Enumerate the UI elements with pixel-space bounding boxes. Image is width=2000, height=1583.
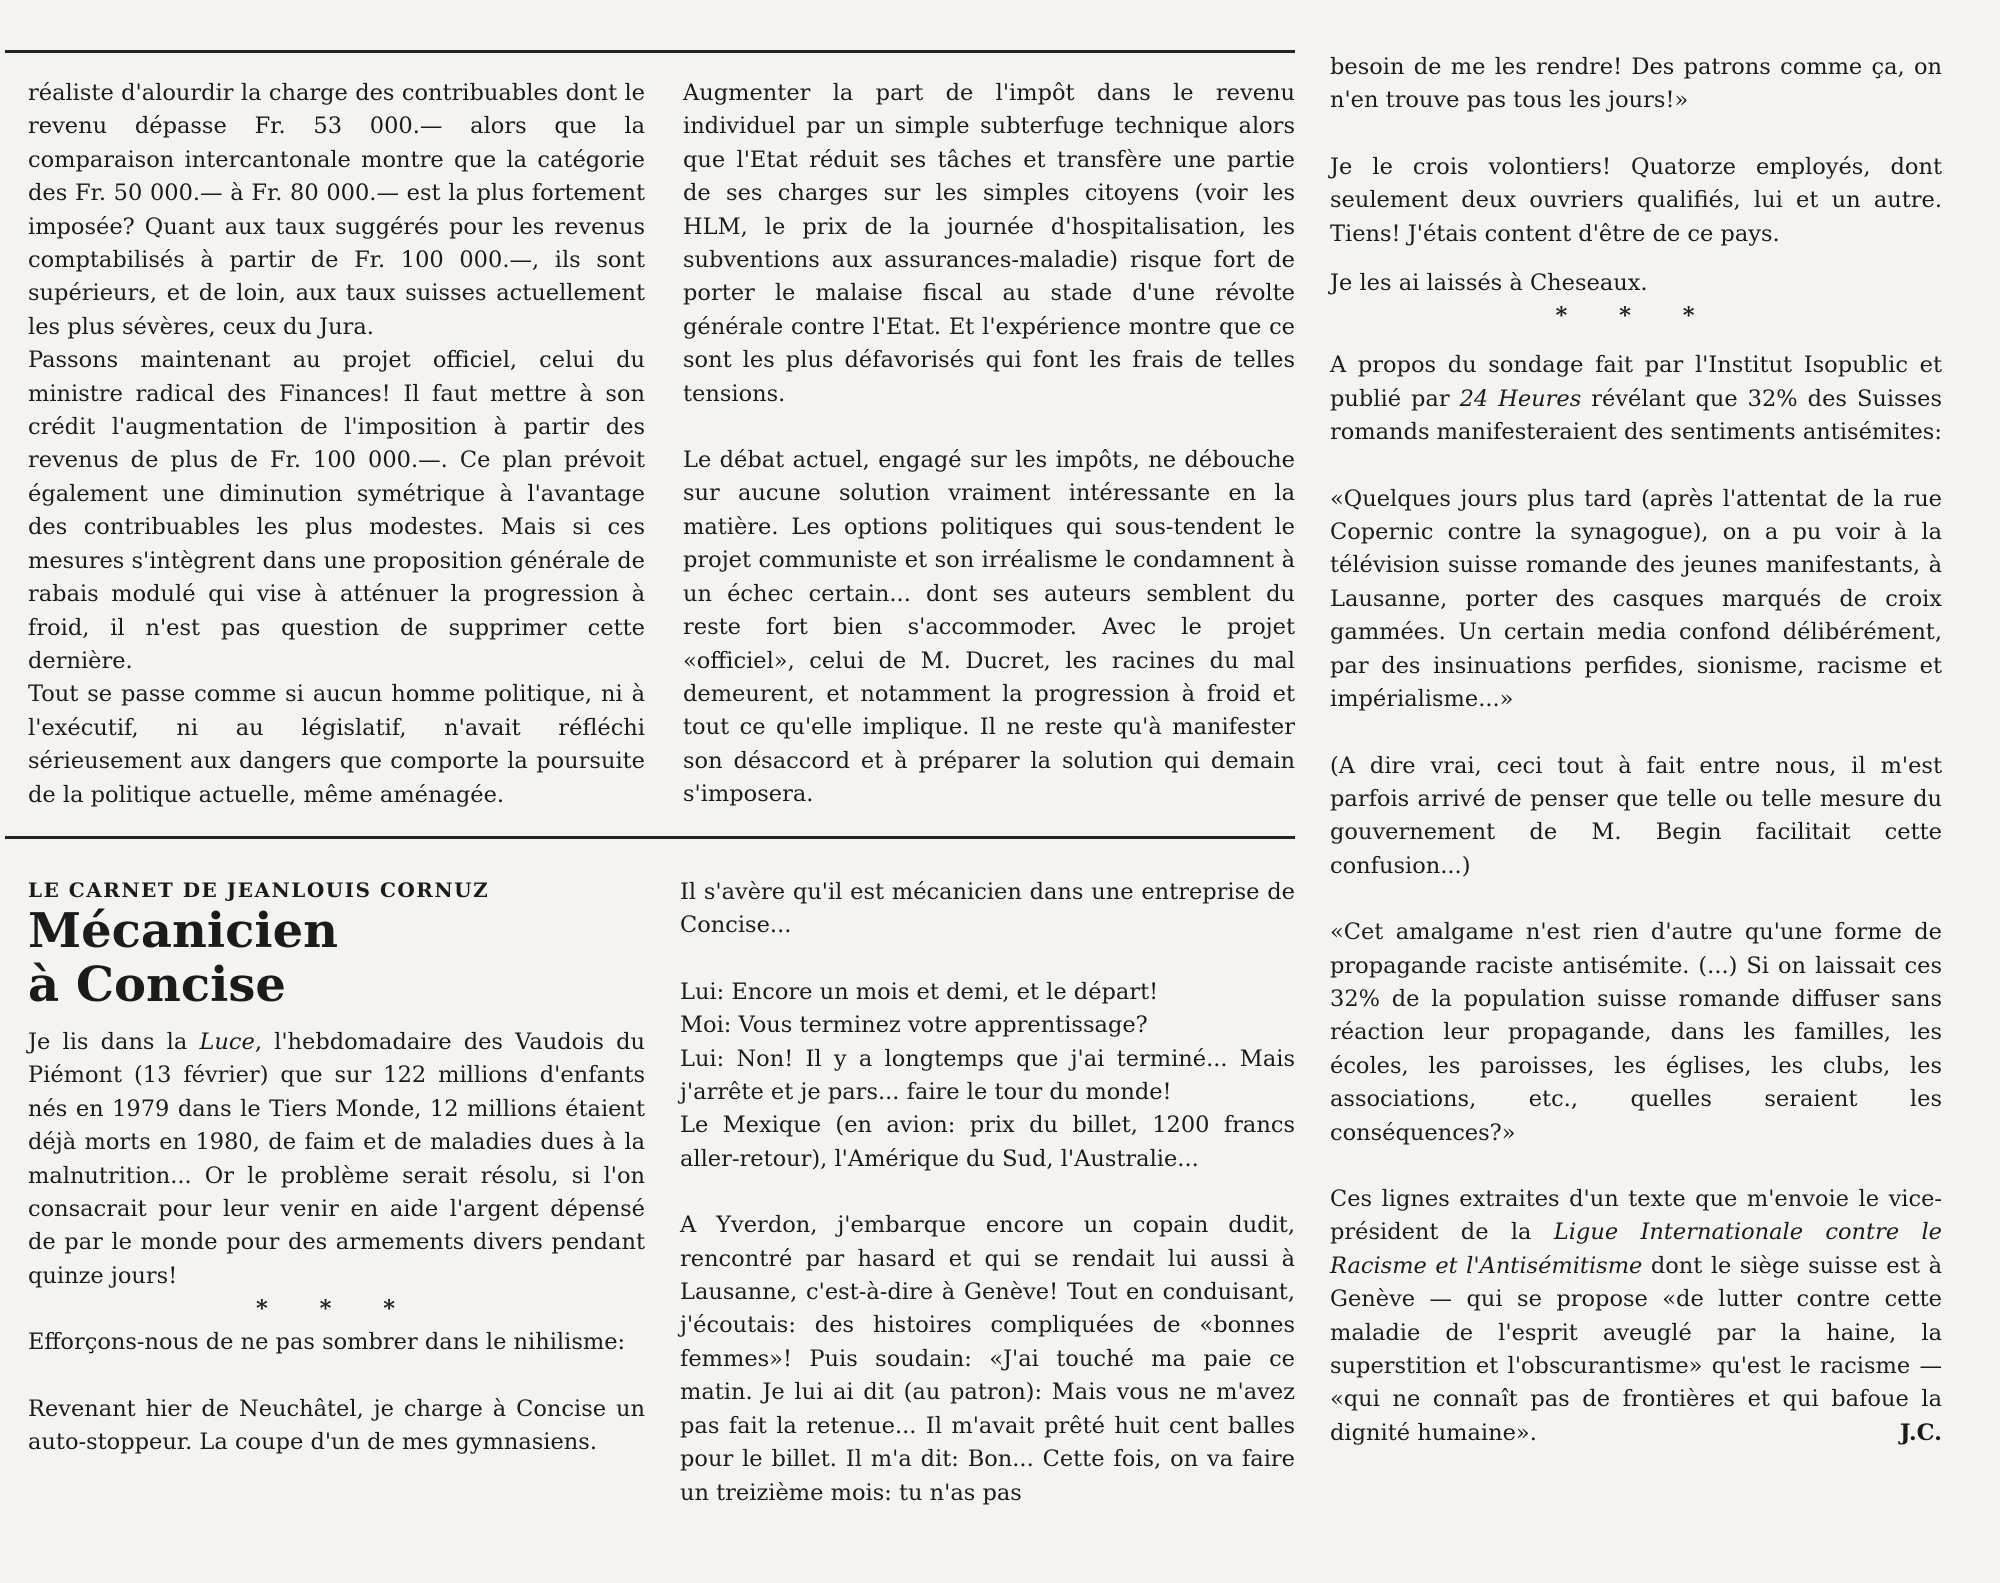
headline-line-2: à Concise	[28, 957, 286, 1013]
paragraph: Je les ai laissés à Cheseaux.	[1330, 270, 1648, 297]
paragraph: A Yverdon, j'embarque encore un copain dudit, rencontré par hasard et qui se rendait lui aussi à Lausanne, c'est-à-dire à Genève! Tout en conduisant, j'écoutais: des histoires compliquées de «bonnes femmes»! Puis soudain: «J'ai touché ma paie ce matin. Je lui ai dit (au patron): Mais vous ne m'avez pas fait la retenue... Il m'avait prêté huit cent balles pour le billet. Il m'a dit: Bon... Cette fois, on va faire un treizième mois: tu n'as pas	[680, 1212, 1295, 1506]
column-1-article	[28, 876, 645, 1459]
publication-name: Luce	[199, 1029, 255, 1055]
article-headline	[28, 904, 645, 1012]
text-span: Ces lignes extraites d'un texte que m'envoie le vice-président de la	[1330, 1185, 1942, 1246]
paragraph: Augmenter la part de l'impôt dans le revenu individuel par un simple subterfuge technique alors que l'Etat réduit ses tâches et transfère une partie de ses charges sur les simples citoyens (voir les HLM, le prix de la journée d'hospitalisation, les subventions aux assurances-maladie) risque fort de porter le malaise fiscal au stade d'une révolte générale contre l'Etat. Et l'expérience montre que ce sont les plus défavorisés qui font les frais de telles tensions.	[683, 80, 1295, 407]
dialogue-line: Le Mexique (en avion: prix du billet, 1200 francs aller-retour), l'Amérique du Sud, l'Australie...	[680, 1112, 1295, 1172]
text-span: révélant que 32% des Suisses romands manifesteraient des sentiments antisémites:	[1330, 385, 1943, 446]
organization-name: Ligue Internationale contre le Racisme et l'Antisémitisme	[1330, 1219, 1942, 1279]
paragraph: besoin de me les rendre! Des patrons comme ça, on n'en trouve pas tous les jours!»	[1330, 54, 1942, 114]
paragraph: Il s'avère qu'il est mécanicien dans une entreprise de Concise...	[680, 879, 1295, 939]
paragraph: réaliste d'alourdir la charge des contribuables dont le revenu dépasse Fr. 53 000.— alors que la comparaison intercantonale montre que la catégorie des Fr. 50 000.— à Fr. 80 000.— est la plus fortement imposée? Quant aux taux suggérés pour les revenus comptabilisés à partir de Fr. 100 000.—, ils sont supérieurs, et de loin, aux taux suisses actuellement les plus sévères, ceux du Jura.	[28, 80, 645, 340]
text-span: Je lis dans la	[28, 1029, 200, 1055]
top-rule	[5, 50, 1295, 53]
paragraph: Le débat actuel, engagé sur les impôts, ne débouche sur aucune solution vraiment intéressante en la matière. Les options politiques qui sous-tendent le projet communiste et son irréalisme le condamnent à un échec certain... dont ses auteurs semblent du reste fort bien s'accommoder. Avec le projet «officiel», celui de M. Ducret, les racines du mal demeurent, et notamment la progression à froid et tout ce qu'elle implique. Il ne reste qu'à manifester son désaccord et à préparer la solution qui demain s'imposera.	[683, 447, 1295, 808]
paragraph	[1330, 349, 1942, 449]
section-separator: * * *	[1555, 303, 1717, 330]
middle-rule	[5, 836, 1295, 839]
headline-line-1: Mécanicien	[28, 903, 339, 959]
dialogue-line: Moi: Vous terminez votre apprentissage?	[680, 1012, 1148, 1039]
dialogue-line: Lui: Non! Il y a longtemps que j'ai terminé... Mais j'arrête et je pars... faire le tour du monde!	[680, 1045, 1295, 1106]
text-span: , l'hebdomadaire des Vaudois du Piémont (13 février) que sur 122 millions d'enfants nés en 1979 dans le Tiers Monde, 12 millions étaient déjà morts en 1980, de faim et de maladies dues à la malnutrition... Or le problème serait résolu, si l'on consacrait pour leur venir en aide l'argent dépensé de par le monde pour des armements divers pendant quinze jours!	[28, 1029, 645, 1289]
article-kicker: LE CARNET DE JEANLOUIS CORNUZ	[28, 878, 490, 902]
text-span: dont le siège suisse est à Genève — qui se propose «de lutter contre cette maladie de l'esprit aveuglé par la haine, la superstition et l'obscurantisme» qu'est le racisme — «qui ne connaît pas de frontières et qui bafoue la dignité humaine».	[1330, 1252, 1942, 1446]
column-3	[1330, 51, 1942, 1450]
author-signature: J.C.	[1899, 1419, 1942, 1446]
paragraph: Passons maintenant au projet officiel, celui du ministre radical des Finances! Il faut mettre à son crédit l'augmentation de l'imposition à partir des revenus de plus de Fr. 100 000.—. Ce plan prévoit également une diminution symétrique à l'avantage des contribuables les plus modestes. Mais si ces mesures s'intègrent dans une proposition générale de rabais modulé qui vise à atténuer la progression à froid, il n'est pas question de supprimer cette dernière.	[28, 347, 645, 674]
section-separator: * * *	[256, 1296, 417, 1323]
dialogue-line: Lui: Encore un mois et demi, et le départ!	[680, 978, 1159, 1005]
paragraph: Efforçons-nous de ne pas sombrer dans le nihilisme:	[28, 1329, 626, 1356]
paragraph: Je le crois volontiers! Quatorze employés, dont seulement deux ouvriers qualifiés, lui et un autre. Tiens! J'étais content d'être de ce pays.	[1330, 153, 1942, 247]
publication-name: 24 Heures	[1459, 385, 1582, 412]
paragraph	[1330, 1183, 1942, 1450]
aside-paragraph: (A dire vrai, ceci tout à fait entre nous, il m'est parfois arrivé de penser que telle ou telle mesure du gouvernement de M. Begin facilitait cette confusion...)	[1330, 752, 1942, 879]
quote-paragraph: «Cet amalgame n'est rien d'autre qu'une forme de propagande raciste antisémite. (...) Si on laissait ces 32% de la population suisse romande diffuser sans réaction leur propagande, dans les familles, les écoles, les paroisses, les églises, les clubs, les associations, etc., quelles seraient les conséquences?»	[1330, 919, 1942, 1146]
text-span: A propos du sondage fait par l'Institut Isopublic et publié par	[1330, 352, 1942, 412]
paragraph: Tout se passe comme si aucun homme politique, ni à l'exécutif, ni au législatif, n'avait réfléchi sérieusement aux dangers que comporte la poursuite de la politique actuelle, même aménagée.	[28, 681, 645, 808]
column-1-top	[28, 77, 645, 812]
paragraph: Revenant hier de Neuchâtel, je charge à Concise un auto-stoppeur. La coupe d'un de mes gymnasiens.	[28, 1395, 645, 1456]
column-2-top	[683, 77, 1295, 812]
paragraph	[28, 1026, 645, 1293]
quote-paragraph: «Quelques jours plus tard (après l'attentat de la rue Copernic contre la synagogue), on a pu voir à la télévision suisse romande des jeunes manifestants, à Lausanne, porter des casques marqués de croix gammées. Un certain media confond délibérément, par des insinuations perfides, sionisme, racisme et impérialisme...»	[1330, 485, 1942, 713]
column-2-bottom	[680, 876, 1295, 1510]
